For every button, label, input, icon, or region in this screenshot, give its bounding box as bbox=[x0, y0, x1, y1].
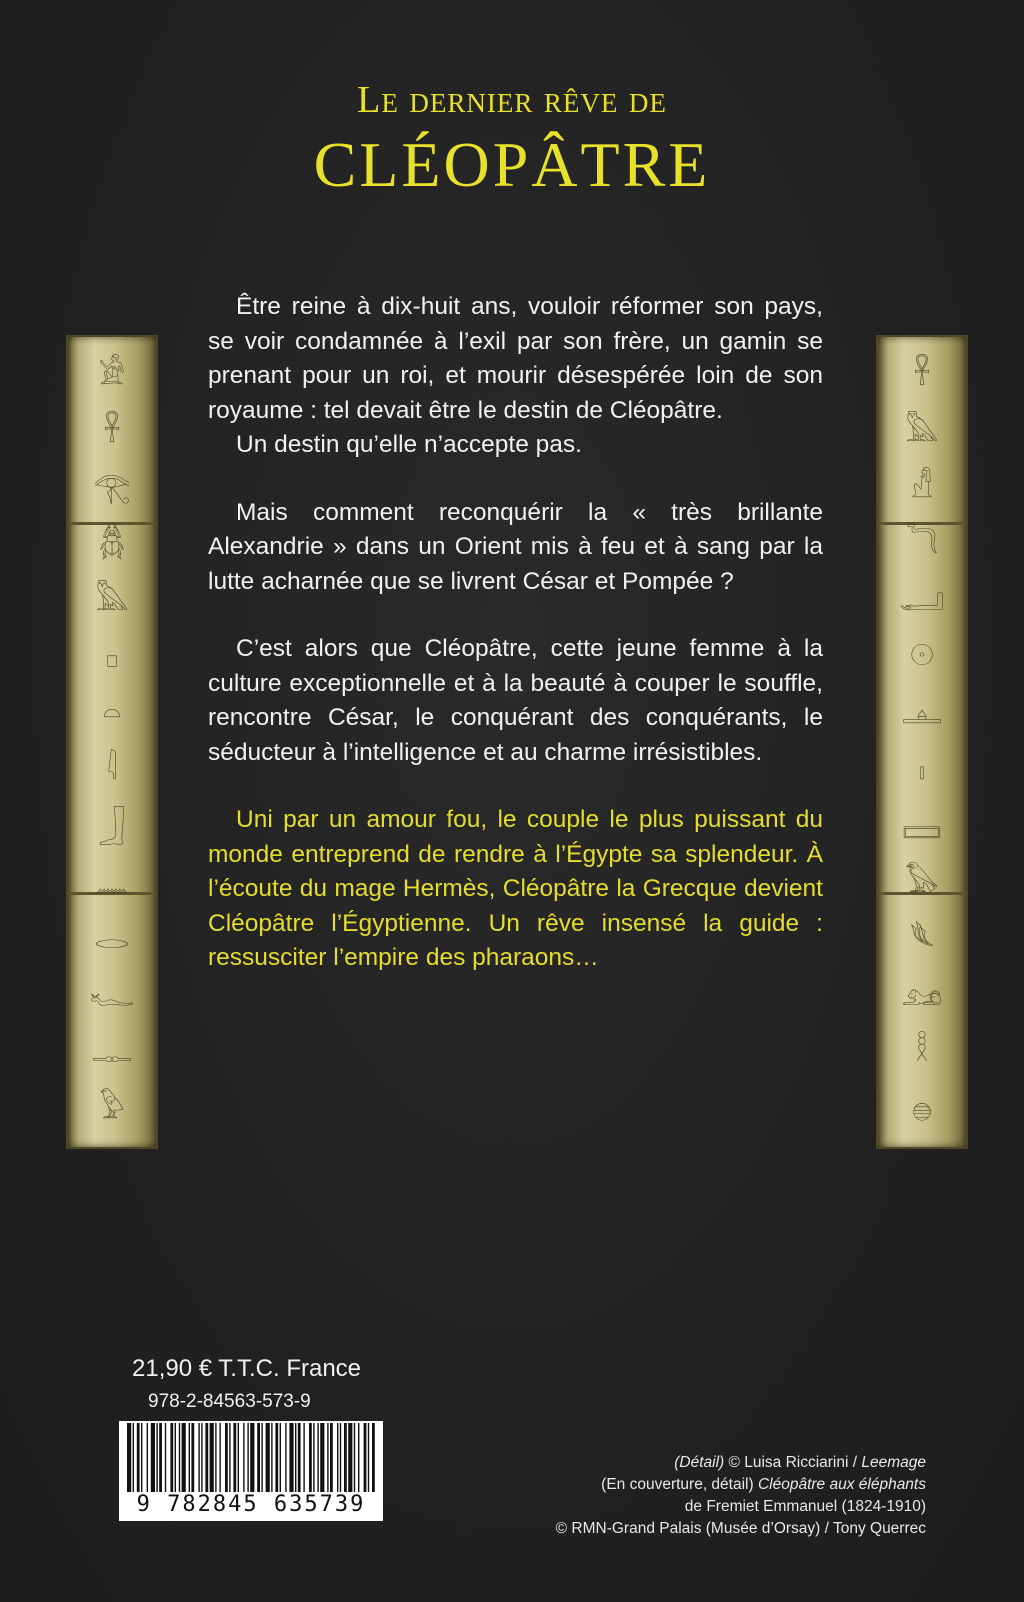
barcode-bar bbox=[201, 1423, 202, 1493]
barcode-bar bbox=[327, 1423, 328, 1493]
credit-line-4: © RMN-Grand Palais (Musée d’Orsay) / Tony Querrec bbox=[555, 1520, 926, 1537]
barcode-bar bbox=[137, 1423, 140, 1493]
blurb-paragraph-1b: Un destin qu’elle n’accepte pas. bbox=[236, 431, 582, 458]
hieroglyph-icon: 𓏏 bbox=[102, 695, 122, 731]
barcode-bar bbox=[364, 1423, 367, 1493]
title-line-2: CLÉOPÂTRE bbox=[313, 129, 711, 200]
barcode-bar bbox=[198, 1423, 199, 1493]
barcode-bar bbox=[340, 1423, 341, 1493]
credit-detail: (Détail) bbox=[674, 1454, 725, 1471]
credit-line-1 bbox=[506, 1452, 926, 1474]
hieroglyph-icon: 𓃀 bbox=[98, 808, 126, 844]
barcode-bar bbox=[280, 1423, 281, 1493]
blurb-paragraph-2: Mais comment reconquérir la « très brillante Alexandrie » dans un Orient mis à feu et à sang par la lutte acharnée que se livrent César et Pompée ? bbox=[208, 498, 823, 595]
barcode-bar bbox=[141, 1423, 142, 1493]
barcode-bar bbox=[159, 1423, 162, 1493]
title-line-1: Le dernier rêve de bbox=[357, 79, 667, 121]
barcode-bar bbox=[225, 1423, 228, 1493]
hieroglyph-icon: 𓈙 bbox=[902, 808, 942, 844]
barcode-bar bbox=[156, 1423, 157, 1493]
barcode-bar bbox=[372, 1423, 375, 1493]
barcode-bar bbox=[285, 1423, 286, 1493]
barcode-bar bbox=[229, 1423, 230, 1493]
hieroglyph-icon: 𓀭 bbox=[911, 470, 933, 506]
barcode bbox=[119, 1421, 383, 1521]
barcode-bar bbox=[170, 1423, 173, 1493]
credit-artwork-title: Cléopâtre aux éléphants bbox=[757, 1476, 926, 1493]
blurb-paragraph-3: C’est alors que Cléopâtre, cette jeune femme à la culture exceptionnelle et à la beauté à couper le souffle, rencontre César, le conquérant des conquérants, le séducteur à l’intelligence et au charme irrésistibles. bbox=[208, 635, 823, 766]
credit-agency: Leemage bbox=[861, 1454, 926, 1471]
hieroglyph-icon: 𓆣 bbox=[98, 526, 126, 562]
barcode-bar bbox=[179, 1423, 180, 1493]
hieroglyph-icon: 𓂋 bbox=[94, 921, 130, 957]
hieroglyph-icon: 𓊪 bbox=[105, 639, 119, 675]
barcode-bar bbox=[317, 1423, 318, 1493]
barcode-bar bbox=[210, 1423, 214, 1493]
hieroglyph-icon: 𓃭 bbox=[901, 977, 943, 1013]
barcode-bar bbox=[348, 1423, 352, 1493]
hieroglyph-icon: 𓇋 bbox=[106, 752, 118, 788]
hieroglyph-icon: 𓂝 bbox=[899, 582, 945, 618]
barcode-bar bbox=[303, 1423, 304, 1493]
barcode-bar bbox=[271, 1423, 272, 1493]
barcode-digits: 9 782845 635739 bbox=[119, 1492, 383, 1517]
hieroglyph-icon: 𓇳 bbox=[909, 639, 935, 675]
price: 21,90 € T.T.C. France bbox=[132, 1355, 362, 1382]
hieroglyph-icon: 𓅱 bbox=[99, 1090, 125, 1126]
barcode-bar bbox=[191, 1423, 194, 1493]
hieroglyph-icon: 𓀀 bbox=[98, 357, 126, 393]
hieroglyph-icon: 𓋹 bbox=[913, 357, 931, 393]
barcode-bar bbox=[313, 1423, 314, 1493]
barcode-bar bbox=[309, 1423, 312, 1493]
blurb bbox=[208, 290, 823, 1009]
hieroglyph-icon: 𓋹 bbox=[103, 413, 121, 449]
hieroglyph-icon: 𓂀 bbox=[93, 470, 131, 506]
blurb-paragraph-1: Être reine à dix-huit ans, vouloir réformer son pays, se voir condamnée à l’exil par son frère, un gamin se prenant pour un roi, et mourir désespérée loin de son royaume : tel devait être le destin de Cléopâtre. bbox=[208, 293, 823, 424]
barcode-bars bbox=[119, 1421, 383, 1495]
barcode-bar bbox=[275, 1423, 278, 1493]
barcode-bar bbox=[147, 1423, 148, 1493]
barcode-bar bbox=[151, 1423, 155, 1493]
hieroglyph-icon: 𓅓 bbox=[95, 582, 129, 618]
image-credits bbox=[506, 1452, 926, 1540]
barcode-bar bbox=[298, 1423, 301, 1493]
barcode-bar bbox=[250, 1423, 254, 1493]
barcode-bar bbox=[189, 1423, 190, 1493]
hieroglyph-icon: 𓆑 bbox=[89, 977, 135, 1013]
credit-photographer: © Luisa Ricciarini / bbox=[724, 1454, 862, 1471]
barcode-bar bbox=[133, 1423, 134, 1493]
barcode-bar bbox=[182, 1423, 186, 1493]
barcode-bar bbox=[215, 1423, 216, 1493]
barcode-bar bbox=[330, 1423, 333, 1493]
barcode-bar bbox=[261, 1423, 262, 1493]
barcode-bar bbox=[175, 1423, 176, 1493]
barcode-bar bbox=[238, 1423, 239, 1493]
barcode-bar bbox=[289, 1423, 293, 1493]
credit-line-3: de Fremiet Emmanuel (1824-1910) bbox=[684, 1498, 926, 1515]
barcode-bar bbox=[320, 1423, 324, 1493]
barcode-bar bbox=[243, 1423, 244, 1493]
hieroglyph-icon: 𓏤 bbox=[918, 752, 926, 788]
hieroglyph-icon: 𓈖 bbox=[94, 865, 130, 900]
barcode-bar bbox=[127, 1423, 131, 1493]
hieroglyph-icon: 𓆰 bbox=[909, 921, 935, 957]
credit-cover-detail: (En couverture, détail) bbox=[601, 1476, 758, 1493]
barcode-bar bbox=[368, 1423, 369, 1493]
hieroglyph-icon: 𓅃 bbox=[905, 865, 939, 900]
hieroglyph-icon: 𓊃 bbox=[91, 1034, 133, 1070]
barcode-bar bbox=[354, 1423, 355, 1493]
barcode-bar bbox=[233, 1423, 236, 1493]
credit-line-2 bbox=[506, 1474, 926, 1496]
hieroglyph-glyphs-right bbox=[886, 347, 958, 1137]
barcode-bar bbox=[165, 1423, 166, 1493]
blurb-paragraph-4: Uni par un amour fou, le couple le plus puissant du monde entreprend de rendre à l’Égypte sa splendeur. À l’écoute du mage Hermès, Cléopâtre la Grecque devient Cléopâtre l’Égyptienne. Un rêve insensé la guide : ressusciter l’empire des pharaons… bbox=[208, 806, 823, 971]
barcode-bar bbox=[295, 1423, 296, 1493]
hieroglyph-icon: 𓎛 bbox=[915, 1034, 929, 1070]
barcode-bar bbox=[257, 1423, 260, 1493]
hieroglyph-column-right bbox=[876, 335, 968, 1149]
hieroglyph-icon: 𓆓 bbox=[905, 526, 939, 562]
barcode-bar bbox=[266, 1423, 270, 1493]
barcode-bar bbox=[247, 1423, 248, 1493]
hieroglyph-icon: 𓊵 bbox=[901, 695, 943, 731]
barcode-bar bbox=[358, 1423, 359, 1493]
barcode-bar bbox=[219, 1423, 220, 1493]
hieroglyph-column-left bbox=[66, 335, 158, 1149]
isbn: 978-2-84563-573-9 bbox=[148, 1391, 311, 1412]
hieroglyph-glyphs-left bbox=[76, 347, 148, 1137]
barcode-bar bbox=[337, 1423, 338, 1493]
barcode-bar bbox=[344, 1423, 347, 1493]
barcode-bar bbox=[205, 1423, 208, 1493]
hieroglyph-icon: 𓐍 bbox=[911, 1090, 933, 1126]
hieroglyph-icon: 𓅓 bbox=[905, 413, 939, 449]
